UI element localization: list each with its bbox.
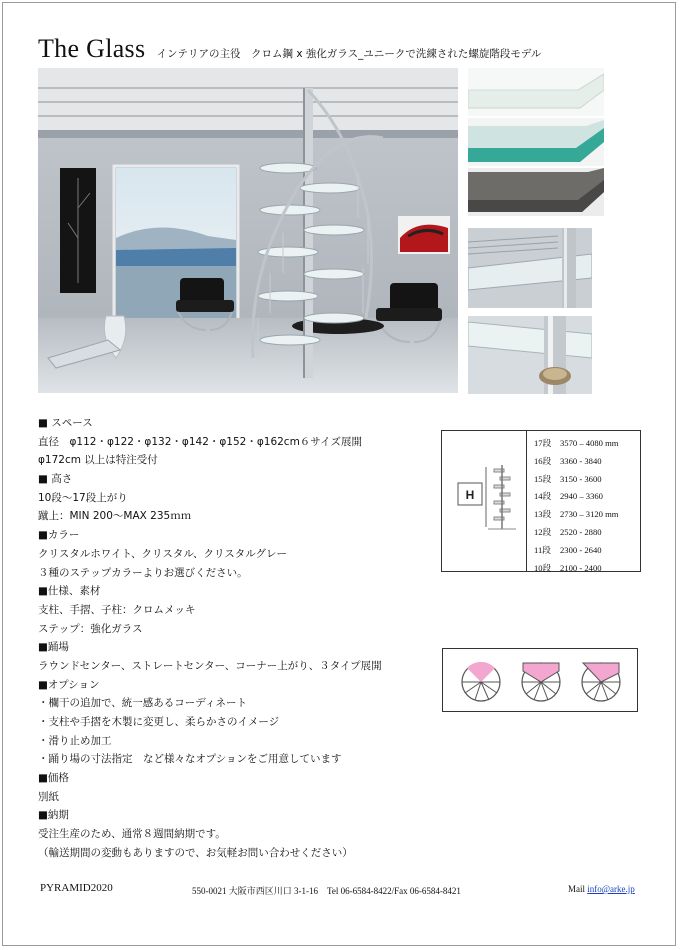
steps-cell: 15段 — [534, 473, 552, 484]
steps-cell: 14段 — [534, 491, 552, 502]
section-heading-price: ■価格 — [38, 772, 69, 785]
swatch-crystal-white — [468, 68, 604, 116]
section-heading-delivery: ■納期 — [38, 809, 69, 822]
height-range-cell: 3360 - 3840 — [560, 455, 602, 466]
mail-label: Mail — [568, 884, 588, 894]
steps-cell: 11段 — [534, 544, 551, 555]
section-heading-space: ■ スペース — [38, 417, 93, 429]
steps-cell: 17段 — [534, 438, 552, 448]
height-label: H — [465, 488, 475, 502]
detail-photo-landing — [468, 228, 592, 308]
spec-material-step: ステップ：強化ガラス — [38, 622, 143, 635]
staircase-height-figure — [442, 431, 527, 571]
header — [38, 34, 541, 64]
spec-diameter-custom: φ172cm 以上は特注受付 — [38, 454, 158, 467]
height-range-cell: 3150 - 3600 — [560, 473, 602, 484]
footer-address: 550-0021 大阪市西区川口 3-1-16 Tel 06-6584-8422/Fax 06-6584-8421 — [192, 886, 461, 896]
option-item: ・欄干の追加で、統一感あるコーディネート — [38, 697, 247, 710]
spec-landing: ラウンドセンター、ストレートセンター、コーナー上がり、３タイプ展開 — [38, 659, 382, 672]
height-range-cell: 2300 - 2640 — [560, 544, 602, 555]
spec-colors-note: ３種のステップカラーよりお選びください。 — [38, 566, 248, 579]
section-heading-height: ■ 高さ — [38, 473, 73, 486]
spec-text — [38, 414, 438, 863]
table-row — [534, 453, 619, 471]
detail-photo-step — [468, 316, 592, 394]
footer-brand: PYRAMID2020 — [40, 882, 113, 894]
height-range-cell: 2730 – 3120 mm — [560, 509, 619, 520]
steps-cell: 16段 — [534, 455, 552, 466]
swatch-crystal-grey — [468, 168, 604, 216]
section-heading-material: ■仕様、素材 — [38, 585, 101, 598]
spec-riser: 蹴上：MIN 200〜MAX 235ｍｍ — [38, 510, 192, 523]
section-heading-options: ■オプション — [38, 678, 100, 691]
spec-colors: クリスタルホワイト、クリスタル、クリスタルグレー — [38, 547, 288, 560]
page-subtitle: インテリアの主役 クロム鋼 x 強化ガラス_ユニークで洗練された螺旋階段モデル — [156, 48, 542, 60]
steps-cell: 10段 — [534, 562, 552, 573]
landing-straight-center — [522, 663, 560, 701]
spec-steps: 10段〜17段上がり — [38, 491, 128, 504]
height-range-cell: 2940 – 3360 — [560, 491, 603, 502]
option-item: ・踊り場の寸法指定 など様々なオプションをご用意しています — [38, 753, 342, 766]
spec-diameter: 直径 φ112・φ122・φ132・φ142・φ152・φ162cm６サイズ展開 — [38, 435, 362, 448]
table-row — [534, 471, 619, 489]
section-heading-color: ■カラー — [38, 529, 80, 542]
footer-mail — [568, 884, 635, 894]
height-rows — [534, 435, 619, 577]
spec-material-post: 支柱、手摺、子柱：クロムメッキ — [38, 603, 196, 616]
email-link[interactable]: info@arke.jp — [587, 884, 635, 894]
section-heading-landing: ■踊場 — [38, 641, 69, 654]
landing-types-diagram — [442, 648, 638, 712]
spec-delivery-note: （輸送期間の変動もありますので、お気軽お問い合わせください） — [38, 846, 353, 859]
steps-cell: 12段 — [534, 526, 552, 537]
landing-round-center — [462, 662, 500, 701]
page-title: The Glass — [38, 34, 146, 63]
table-row — [534, 506, 619, 524]
height-range-cell: 2100 - 2400 — [560, 562, 602, 573]
table-row — [534, 560, 619, 578]
landing-corner — [582, 663, 620, 701]
spec-delivery: 受注生産のため、通常８週間納期です。 — [38, 828, 226, 841]
option-item: ・支柱や手摺を木製に変更し、柔らかさのイメージ — [38, 716, 280, 728]
table-row — [534, 435, 619, 453]
swatch-crystal — [468, 118, 604, 166]
table-row — [534, 524, 619, 542]
spec-price: 別紙 — [38, 790, 59, 803]
hero-photo — [38, 68, 458, 393]
steps-cell: 13段 — [534, 509, 552, 520]
height-range-cell: 2520 - 2880 — [560, 526, 602, 537]
table-row — [534, 542, 619, 560]
height-table — [441, 430, 641, 572]
height-range-cell: 3570 – 4080 mm — [560, 438, 619, 448]
table-row — [534, 488, 619, 506]
option-item: ・滑り止め加工 — [38, 734, 112, 747]
